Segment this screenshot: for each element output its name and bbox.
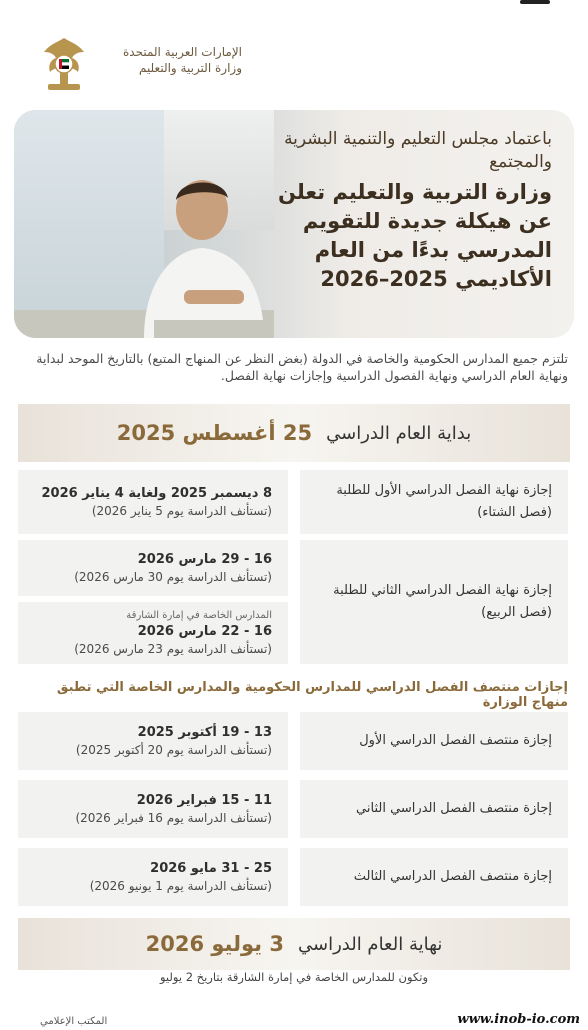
midterm-1-name: إجازة منتصف الفصل الدراسي الأول (359, 733, 552, 748)
spring-break-resume: (تستأنف الدراسة يوم 30 مارس 2026) (74, 569, 272, 584)
midterm-1-date-card (18, 712, 288, 770)
spring-break-date-card (18, 540, 288, 596)
top-cut-text (520, 0, 550, 4)
midterm-2-resume: (تستأنف الدراسة يوم 16 فبراير 2026) (75, 810, 272, 825)
hero-text (252, 128, 552, 294)
midterm-2-name: إجازة منتصف الفصل الدراسي الثاني (356, 801, 552, 816)
spring-break-sharjah-card (18, 602, 288, 664)
hero-subtitle: باعتماد مجلس التعليم والتنمية البشرية والمجتمع (284, 129, 552, 172)
ministry-header (40, 34, 240, 94)
winter-break-title-card (300, 470, 568, 534)
midterm-1-resume: (تستأنف الدراسة يوم 20 أكتوبر 2025) (75, 742, 272, 757)
media-office: المكتب الإعلامي (40, 1016, 108, 1027)
spring-break-name: إجازة نهاية الفصل الدراسي الثاني للطلبة (333, 583, 552, 598)
midterm-1-date: 13 - 19 أكتوبر 2025 (137, 724, 272, 740)
intro-text: تلتزم جميع المدارس الحكومية والخاصة في الدولة (بغض النظر عن المنهاج المتبع) بالتاريخ الموحد لبداية ونهاية العام الدراسي ونهاية الفصول الدراسية وإجازات نهاية الفصل. (36, 351, 568, 383)
midterm-3-date-card (18, 848, 288, 906)
hero-banner (14, 110, 574, 338)
winter-break-date: 8 ديسمبر 2025 ولغاية 4 يناير 2026 (41, 485, 272, 501)
midterm-3-resume: (تستأنف الدراسة يوم 1 يونيو 2026) (89, 878, 272, 893)
spring-break-date: 16 - 29 مارس 2026 (137, 551, 272, 567)
midterm-heading: إجازات منتصف الفصل الدراسي للمدارس الحكومية والمدارس الخاصة التي تطبق منهاج الوزارة (56, 680, 568, 710)
year-end-date: 3 يوليو 2026 (145, 932, 284, 956)
year-end-label: نهاية العام الدراسي (297, 933, 443, 955)
sharjah-date: 16 - 22 مارس 2026 (137, 623, 272, 639)
site-watermark: www.inob-io.com (457, 1012, 580, 1027)
year-end-banner (18, 918, 570, 970)
year-start-banner (18, 404, 570, 462)
midterm-2-date: 11 - 15 فبراير 2026 (136, 792, 272, 808)
midterm-2-date-card (18, 780, 288, 838)
midterm-1-title-card (300, 712, 568, 770)
ministry-title: وزارة التربية والتعليم (138, 61, 242, 75)
midterm-3-date: 25 - 31 مايو 2026 (150, 860, 272, 876)
winter-break-date-card (18, 470, 288, 534)
midterm-2-title-card (300, 780, 568, 838)
ministry-name (92, 44, 242, 76)
midterm-3-name: إجازة منتصف الفصل الدراسي الثالث (353, 869, 552, 884)
year-start-date: 25 أغسطس 2025 (116, 421, 313, 445)
spring-break-season: (فصل الربيع) (481, 605, 552, 620)
sharjah-resume: (تستأنف الدراسة يوم 23 مارس 2026) (74, 641, 272, 656)
year-start-label: بداية العام الدراسي (326, 422, 472, 444)
sharjah-note: المدارس الخاصة في إمارة الشارقة (126, 609, 272, 621)
uae-emblem-icon (40, 34, 88, 92)
hero-title: وزارة التربية والتعليم تعلن عن هيكلة جديدة للتقويم المدرسي بدءًا من العام الأكاديمي 2025–2026 (277, 180, 552, 291)
spring-break-title-card (300, 540, 568, 664)
winter-break-season: (فصل الشتاء) (477, 505, 552, 520)
winter-break-resume: (تستأنف الدراسة يوم 5 يناير 2026) (91, 503, 272, 518)
midterm-3-title-card (300, 848, 568, 906)
year-end-note: وتكون للمدارس الخاصة في إمارة الشارقة بتاريخ 2 يوليو (159, 970, 429, 984)
country-name: الإمارات العربية المتحدة (123, 45, 242, 59)
winter-break-name: إجازة نهاية الفصل الدراسي الأول للطلبة (336, 483, 552, 498)
